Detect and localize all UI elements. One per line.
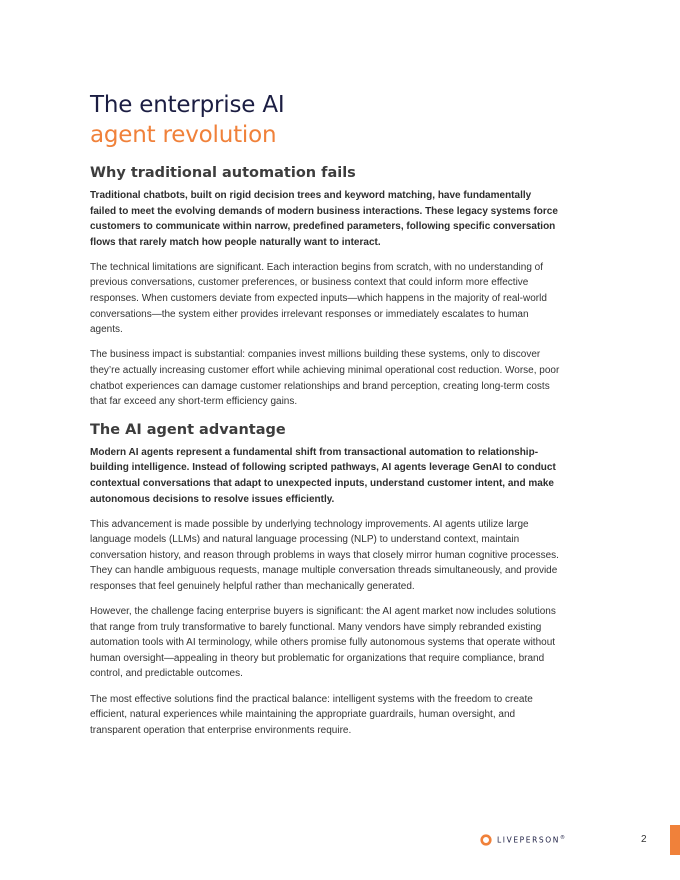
- body-paragraph: The technical limitations are significant. Each interaction begins from scratch, with no understanding of previous conversations, customer preferences, or business context that could inform more effective responses. When customers deviate from expected inputs—which happens in the majority of real-world conversations—the system either provides irrelevant responses or immediately escalates to human agents.: [90, 261, 547, 336]
- section-traditional-automation: [90, 163, 560, 410]
- logo-text: LIVEPERSON®: [497, 835, 566, 845]
- title-line-2: agent revolution: [90, 122, 277, 148]
- body-paragraph: This advancement is made possible by underlying technology improvements. AI agents utilize large language models (LLMs) and natural language processing (NLP) to understand context, maintain conversation history, and reason through problems in ways that closely mirror human cognitive processes. They can handle ambiguous requests, manage multiple conversation threads simultaneously, and provide responses that feel genuinely helpful rather than mechanically generated.: [90, 518, 559, 592]
- page-number: 2: [641, 834, 647, 845]
- lead-paragraph: Modern AI agents represent a fundamental shift from transactional automation to relationship-building intelligence. Instead of following scripted pathways, AI agents leverage GenAI to conduct contextual conversations that adapt to unexpected inputs, understand customer intent, and make autonomous decisions to resolve issues efficiently.: [90, 446, 556, 505]
- page-edge-tab: [670, 825, 680, 855]
- lead-paragraph: Traditional chatbots, built on rigid decision trees and keyword matching, have fundamentally failed to meet the evolving demands of modern business interactions. These legacy systems force customers to communicate within narrow, predefined parameters, following specific conversation flows that rarely match how people naturally want to interact.: [90, 190, 558, 248]
- body-paragraph: The business impact is substantial: companies invest millions building these systems, only to discover they’re actually increasing customer effort while achieving minimal operational cost reduction. Worse, poor chatbot experiences can damage customer relationships and brand perception, creating long-term costs that far exceed any short-term efficiency gains.: [90, 349, 560, 408]
- registered-mark: ®: [560, 835, 566, 842]
- liveperson-ring-icon: [480, 834, 492, 846]
- section-heading: The AI agent advantage: [90, 421, 286, 438]
- page-title: [90, 90, 560, 150]
- body-paragraph: The most effective solutions find the practical balance: intelligent systems with the freedom to create efficient, natural experiences while maintaining the appropriate guardrails, human oversight, and transparent operation that enterprise environments require.: [90, 693, 533, 736]
- liveperson-logo: [480, 833, 565, 847]
- page-content: [90, 90, 560, 738]
- section-heading: Why traditional automation fails: [90, 165, 356, 181]
- title-line-1: The enterprise AI: [90, 92, 285, 118]
- body-paragraph: However, the challenge facing enterprise buyers is significant: the AI agent market now includes solutions that range from truly transformative to barely functional. Many vendors have simply rebranded existing automation tools with AI terminology, while others promise fully autonomous systems that operate without human oversight—appealing in theory but problematic for organizations that require compliance, brand control, and predictable outcomes.: [90, 606, 556, 680]
- section-ai-agent-advantage: [90, 420, 560, 739]
